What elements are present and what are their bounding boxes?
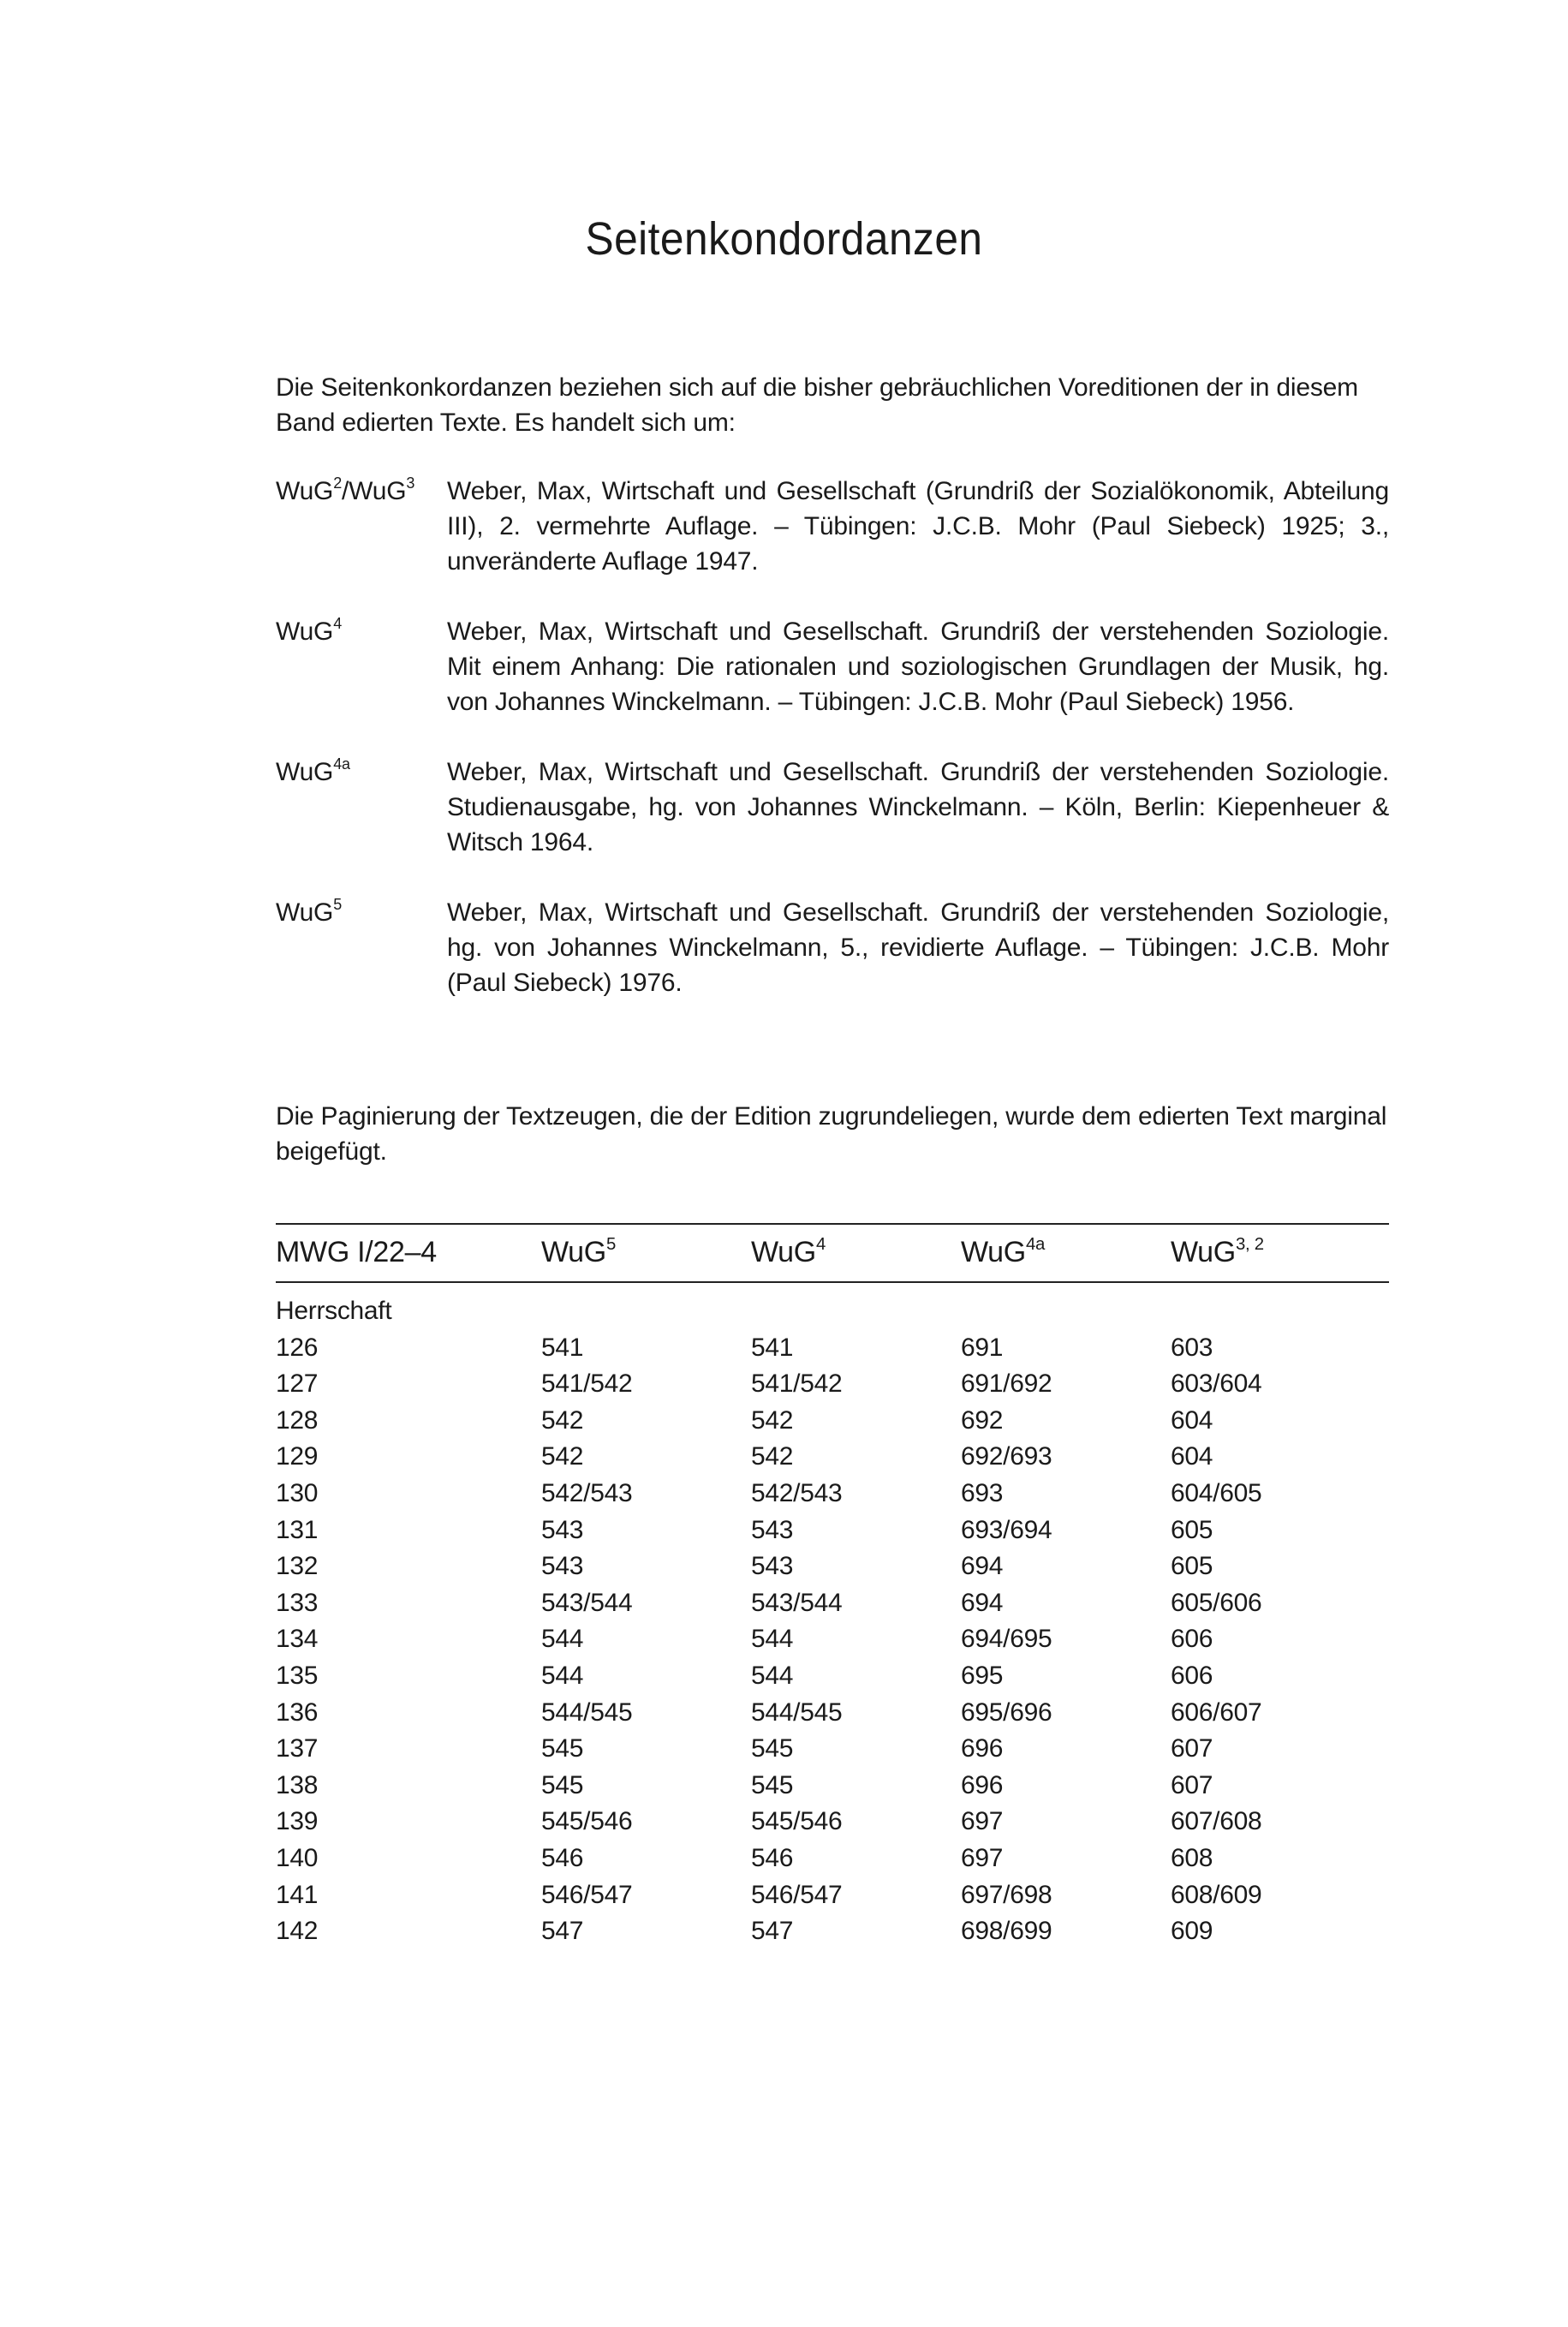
- table-cell: 609: [1171, 1917, 1213, 1946]
- reference-siglum: [276, 614, 447, 719]
- table-cell: 692/693: [961, 1442, 1052, 1471]
- table-row: [276, 1439, 1389, 1476]
- reference-siglum: [276, 755, 447, 860]
- reference-text: Weber, Max, Wirtschaft und Gesellschaft. Grundriß der verstehenden Soziologie, hg. von Johannes Winckelmann, 5., revidierte Auflage. – Tübingen: J.C.B. Mohr (Paul Siebeck) 1976.: [447, 898, 1389, 997]
- column-header-superscript: 4a: [1025, 1234, 1046, 1254]
- table-row: [276, 1403, 1389, 1440]
- table-row: [276, 1731, 1389, 1768]
- table-cell: 545: [541, 1770, 584, 1799]
- table-row: [276, 1548, 1389, 1585]
- reference-text: Weber, Max, Wirtschaft und Gesellschaft. Grundriß der verstehenden Soziologie. Mit einem Anhang: Die rationalen und soziologischen Grundlagen der Musik, hg. von Johannes Winckelmann. – Tübingen: J.C.B. Mohr (Paul Siebeck) 1956.: [447, 618, 1389, 716]
- table-cell: 604: [1171, 1405, 1213, 1435]
- table-cell: 140: [276, 1843, 319, 1872]
- reference-entry: [276, 474, 1389, 579]
- table-cell: 130: [276, 1478, 319, 1507]
- table-cell: 135: [276, 1661, 319, 1690]
- table-cell: 545: [751, 1734, 794, 1763]
- table-cell: 692: [961, 1405, 1004, 1435]
- table-cell: 546/547: [751, 1880, 843, 1909]
- table-cell: 542: [541, 1442, 584, 1471]
- siglum-base: WuG: [276, 758, 334, 786]
- column-header-label: WuG: [961, 1236, 1026, 1268]
- table-cell: 544: [541, 1661, 584, 1690]
- reference-list: [276, 474, 1389, 1000]
- table-cell: 542: [541, 1405, 584, 1435]
- table-cell: 694: [961, 1588, 1004, 1617]
- column-header-label: WuG: [541, 1236, 606, 1268]
- table-cell: 141: [276, 1880, 319, 1909]
- table-cell: 543: [541, 1515, 584, 1544]
- table-cell: 608: [1171, 1843, 1213, 1872]
- column-header-superscript: 4: [815, 1234, 826, 1254]
- table-cell: 545/546: [751, 1807, 843, 1836]
- section-row: [276, 1282, 1389, 1330]
- reference-entry: [276, 755, 1389, 860]
- table-row: [276, 1585, 1389, 1622]
- table-cell: 606/607: [1171, 1698, 1262, 1727]
- column-header-superscript: 5: [605, 1234, 616, 1254]
- table-cell: 543: [541, 1552, 584, 1581]
- page-title: Seitenkondordanzen: [585, 213, 983, 265]
- table-cell: 603/604: [1171, 1369, 1262, 1399]
- table-cell: 607: [1171, 1770, 1213, 1799]
- table-cell: 546: [751, 1843, 794, 1872]
- concordance-table: [276, 1223, 1389, 1950]
- siglum-superscript: 4: [333, 615, 343, 633]
- table-cell: 543: [751, 1552, 794, 1581]
- table-cell: 691/692: [961, 1369, 1052, 1399]
- table-cell: 134: [276, 1625, 319, 1654]
- table-cell: 541/542: [751, 1369, 843, 1399]
- siglum-base: /WuG: [342, 477, 407, 505]
- reference-siglum: [276, 474, 447, 579]
- table-cell: 542/543: [751, 1478, 843, 1507]
- table-cell: 541/542: [541, 1369, 633, 1399]
- table-cell: 542: [751, 1442, 794, 1471]
- table-header-row: [276, 1224, 1389, 1282]
- section-label: Herrschaft: [276, 1297, 392, 1325]
- table-cell: 695: [961, 1661, 1004, 1690]
- table-row: [276, 1658, 1389, 1695]
- table-row: [276, 1913, 1389, 1950]
- column-header-label: MWG I/22–4: [276, 1236, 437, 1268]
- siglum-base: WuG: [276, 898, 334, 927]
- table-cell: 608/609: [1171, 1880, 1262, 1909]
- table-cell: 542: [751, 1405, 794, 1435]
- column-header: [751, 1224, 961, 1282]
- table-row: [276, 1330, 1389, 1367]
- table-cell: 544: [541, 1625, 584, 1654]
- table-cell: 136: [276, 1698, 319, 1727]
- table-cell: 137: [276, 1734, 319, 1763]
- table-cell: 138: [276, 1770, 319, 1799]
- table-row: [276, 1768, 1389, 1805]
- table-cell: 697: [961, 1807, 1004, 1836]
- table-cell: 542/543: [541, 1478, 633, 1507]
- table-cell: 697: [961, 1843, 1004, 1872]
- table-cell: 546: [541, 1843, 584, 1872]
- table-cell: 691: [961, 1333, 1004, 1362]
- table-cell: 696: [961, 1770, 1004, 1799]
- table-cell: 543/544: [751, 1588, 843, 1617]
- table-cell: 547: [751, 1917, 794, 1946]
- table-cell: 605/606: [1171, 1588, 1262, 1617]
- table-row: [276, 1804, 1389, 1841]
- table-cell: 547: [541, 1917, 584, 1946]
- table-cell: 131: [276, 1515, 319, 1544]
- table-cell: 605: [1171, 1552, 1213, 1581]
- table-cell: 129: [276, 1442, 319, 1471]
- table-cell: 545: [751, 1770, 794, 1799]
- table-row: [276, 1841, 1389, 1877]
- table-cell: 543: [751, 1515, 794, 1544]
- table-cell: 694/695: [961, 1625, 1052, 1654]
- table-cell: 607: [1171, 1734, 1213, 1763]
- reference-entry: [276, 614, 1389, 719]
- table-cell: 694: [961, 1552, 1004, 1581]
- table-cell: 546/547: [541, 1880, 633, 1909]
- column-header: [961, 1224, 1171, 1282]
- table-row: [276, 1366, 1389, 1403]
- table-cell: 545: [541, 1734, 584, 1763]
- table-cell: 142: [276, 1917, 319, 1946]
- table-row: [276, 1877, 1389, 1914]
- table-cell: 693/694: [961, 1515, 1052, 1544]
- table-cell: 696: [961, 1734, 1004, 1763]
- table-cell: 127: [276, 1369, 319, 1399]
- table-cell: 693: [961, 1478, 1004, 1507]
- table-cell: 128: [276, 1405, 319, 1435]
- table-header: [276, 1224, 1389, 1282]
- column-header: [541, 1224, 751, 1282]
- table-cell: 545/546: [541, 1807, 633, 1836]
- siglum-superscript: 5: [333, 896, 343, 914]
- table-cell: 607/608: [1171, 1807, 1262, 1836]
- table-cell: 606: [1171, 1625, 1213, 1654]
- table-cell: 132: [276, 1552, 319, 1581]
- table-row: [276, 1513, 1389, 1549]
- table-cell: 604: [1171, 1442, 1213, 1471]
- column-header-superscript: 3, 2: [1235, 1234, 1264, 1254]
- table-cell: 698/699: [961, 1917, 1052, 1946]
- table-cell: 126: [276, 1333, 319, 1362]
- table-cell: 139: [276, 1807, 319, 1836]
- table-cell: 544: [751, 1661, 794, 1690]
- siglum-superscript: 3: [406, 474, 415, 492]
- siglum-base: WuG: [276, 618, 334, 646]
- table-cell: 605: [1171, 1515, 1213, 1544]
- intro-paragraph: Die Seitenkonkordanzen beziehen sich auf die bisher gebräuchlichen Voreditionen der in diesem Band edierten Texte. Es handelt sich um:: [276, 373, 1358, 437]
- table-row: [276, 1621, 1389, 1658]
- table-cell: 544: [751, 1625, 794, 1654]
- reference-text: Weber, Max, Wirtschaft und Gesellschaft (Grundriß der Sozialökonomik, Abteilung III), 2. vermehrte Auflage. – Tübingen: J.C.B. Mohr (Paul Siebeck) 1925; 3., unveränderte Auflage 1947.: [447, 477, 1389, 576]
- table-cell: 544/545: [751, 1698, 843, 1727]
- table-row: [276, 1476, 1389, 1513]
- table-cell: 604/605: [1171, 1478, 1262, 1507]
- table-cell: 603: [1171, 1333, 1213, 1362]
- column-header-label: WuG: [751, 1236, 816, 1268]
- column-header: [1171, 1224, 1389, 1282]
- table-cell: 541: [751, 1333, 794, 1362]
- table-cell: 544/545: [541, 1698, 633, 1727]
- table-cell: 697/698: [961, 1880, 1052, 1909]
- table-cell: 695/696: [961, 1698, 1052, 1727]
- table-cell: 133: [276, 1588, 319, 1617]
- reference-entry: [276, 895, 1389, 1000]
- column-header-label: WuG: [1171, 1236, 1236, 1268]
- table-row: [276, 1695, 1389, 1732]
- pagination-note: Die Paginierung der Textzeugen, die der Edition zugrundeliegen, wurde dem edierten Text marginal beigefügt.: [276, 1102, 1387, 1166]
- table-cell: 541: [541, 1333, 584, 1362]
- siglum-superscript: 2: [333, 474, 343, 492]
- siglum-superscript: 4a: [333, 755, 350, 773]
- reference-text: Weber, Max, Wirtschaft und Gesellschaft. Grundriß der verstehenden Soziologie. Studienausgabe, hg. von Johannes Winckelmann. – Köln, Berlin: Kiepenheuer & Witsch 1964.: [447, 758, 1389, 856]
- table-cell: 543/544: [541, 1588, 633, 1617]
- siglum-base: WuG: [276, 477, 334, 505]
- table-cell: 606: [1171, 1661, 1213, 1690]
- column-header: [276, 1224, 541, 1282]
- table-body: [276, 1282, 1389, 1950]
- reference-siglum: [276, 895, 447, 1000]
